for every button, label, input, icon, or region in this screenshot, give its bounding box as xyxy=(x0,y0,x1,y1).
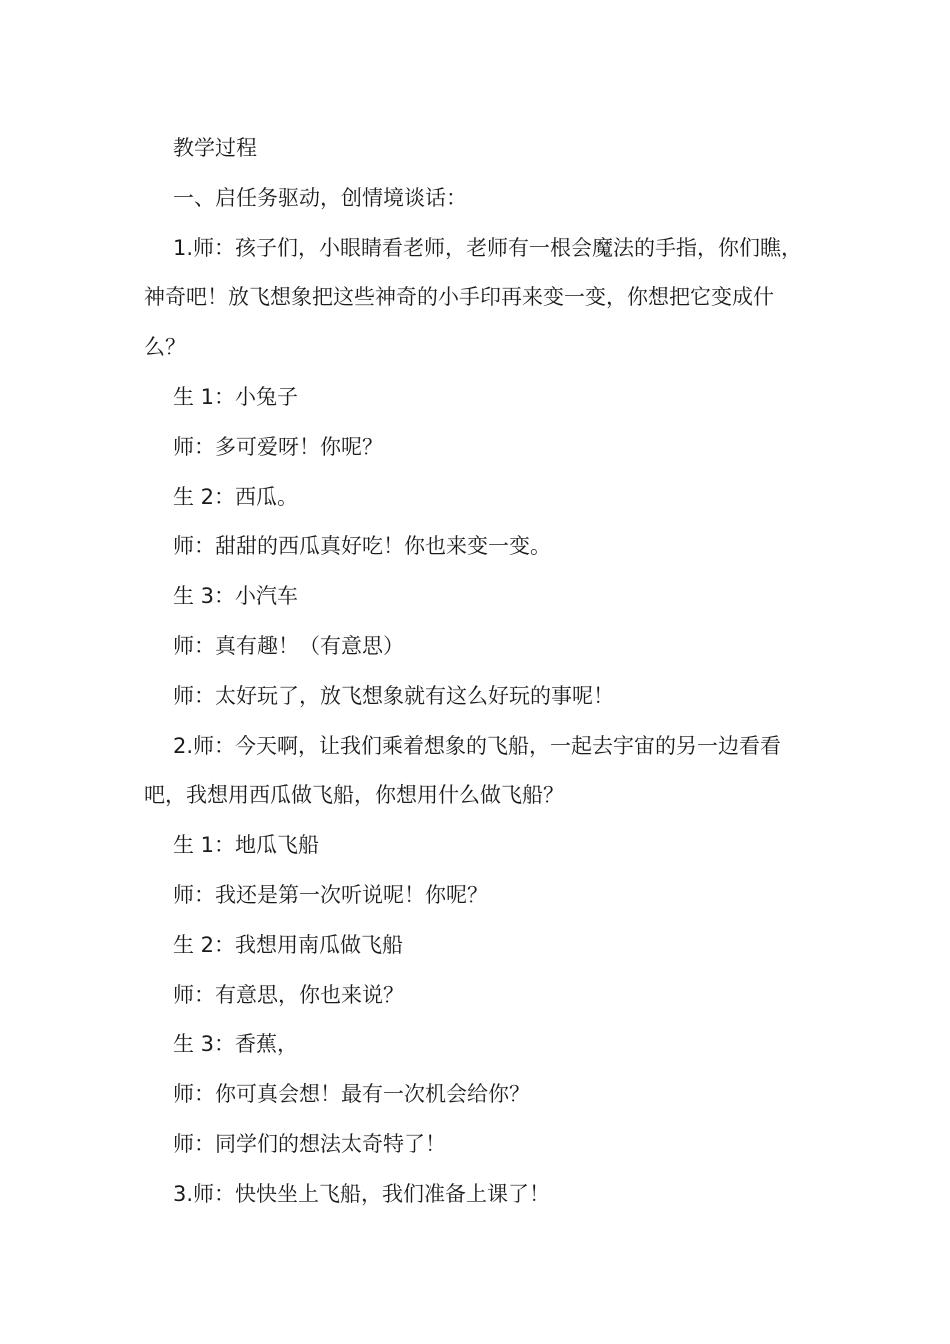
paragraph: 师：你可真会想！最有一次机会给你？ xyxy=(173,1082,530,1107)
document-body xyxy=(144,124,808,1220)
paragraph: 3.师：快快坐上飞船，我们准备上课了！ xyxy=(173,1181,551,1206)
paragraph: 1.师：孩子们，小眼睛看老师，老师有一根会魔法的手指，你们瞧，神奇吧！放飞想象把这些神奇的小手印再来变一变，你想把它变成什么？ xyxy=(144,235,803,360)
paragraph: 师：甜甜的西瓜真好吃！你也来变一变。 xyxy=(173,534,551,559)
paragraph: 师：太好玩了，放飞想象就有这么好玩的事呢！ xyxy=(173,683,614,708)
paragraph: 师：有意思，你也来说？ xyxy=(173,982,404,1007)
section-heading: 教学过程 xyxy=(173,136,257,160)
paragraph: 生 3：香蕉， xyxy=(173,1032,299,1057)
paragraph: 生 1：地瓜飞船 xyxy=(173,833,320,858)
paragraph: 生 1：小兔子 xyxy=(173,384,299,409)
paragraph: 师：真有趣！（有意思） xyxy=(173,633,404,658)
subsection-heading: 一、启任务驱动，创情境谈话： xyxy=(173,185,467,210)
paragraph: 师：我还是第一次听说呢！你呢？ xyxy=(173,882,488,907)
paragraph: 生 2：西瓜。 xyxy=(173,484,299,509)
paragraph: 师：同学们的想法太奇特了！ xyxy=(173,1131,446,1156)
paragraph: 生 3：小汽车 xyxy=(173,584,299,609)
paragraph: 2.师：今天啊，让我们乘着想象的飞船，一起去宇宙的另一边看看吧，我想用西瓜做飞船，你想用什么做飞船？ xyxy=(144,733,782,808)
paragraph: 生 2：我想用南瓜做飞船 xyxy=(173,932,404,957)
paragraph: 师：多可爱呀！你呢？ xyxy=(173,434,383,459)
